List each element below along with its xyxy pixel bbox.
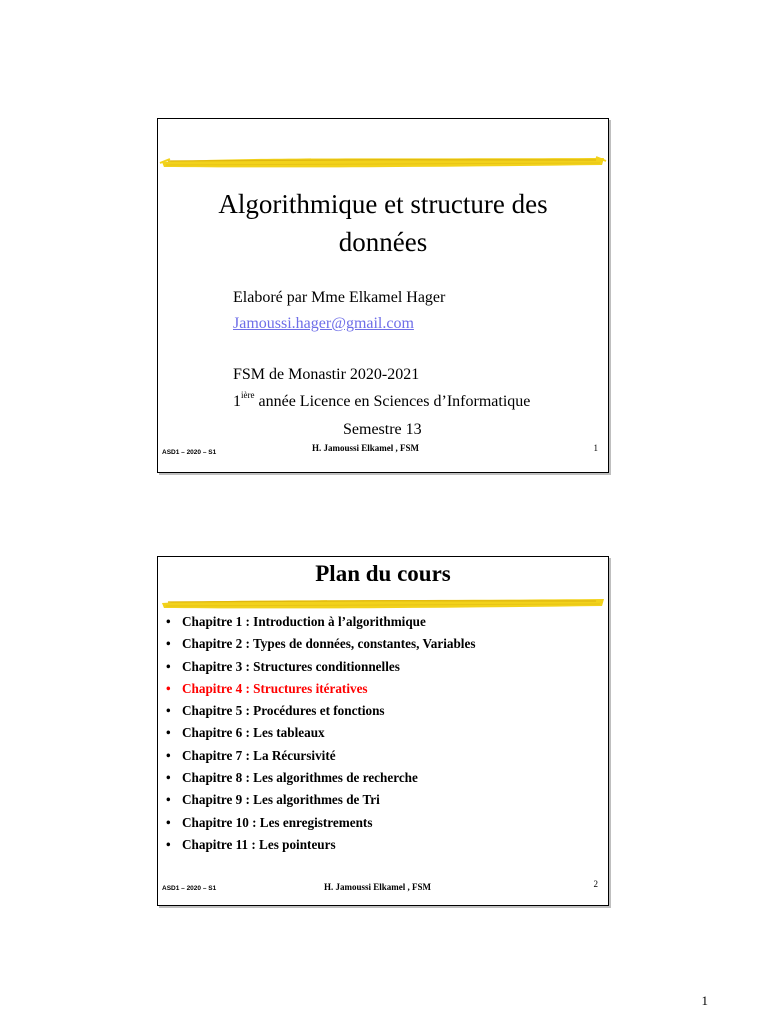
list-item — [166, 812, 475, 834]
list-item — [166, 789, 475, 811]
author: Elaboré par Mme Elkamel Hager — [233, 289, 446, 306]
chapter-label: Chapitre 10 : Les enregistrements — [182, 814, 373, 830]
list-item — [166, 767, 475, 789]
chapter-label: Chapitre 4 : Structures itératives — [182, 680, 368, 696]
chapter-label: Chapitre 7 : La Récursivité — [182, 747, 336, 763]
list-item — [166, 611, 475, 633]
bullet: • — [166, 658, 171, 674]
chapter-label: Chapitre 1 : Introduction à l’algorithmique — [182, 614, 426, 629]
bullet: • — [166, 680, 171, 696]
list-item — [166, 633, 475, 655]
list-item — [166, 656, 475, 678]
bullet: • — [166, 725, 171, 741]
bullet: • — [166, 636, 171, 652]
semester: Semestre 13 — [343, 421, 422, 438]
chapter-label: Chapitre 11 : Les pointeurs — [182, 836, 336, 852]
slide-title — [158, 185, 608, 261]
bullet: • — [166, 814, 171, 830]
slide-1 — [157, 118, 609, 473]
slide-number: 2 — [593, 879, 598, 889]
level-superscript: ière — [241, 390, 255, 400]
slide-title: Plan du cours — [315, 561, 451, 586]
bullet: • — [166, 747, 171, 763]
list-item — [166, 722, 475, 744]
chapter-label: Chapitre 8 : Les algorithmes de recherche — [182, 770, 418, 786]
list-item — [166, 745, 475, 767]
chapter-label: Chapitre 2 : Types de données, constantes, Variables — [182, 636, 476, 652]
bullet: • — [166, 792, 171, 808]
list-item-highlighted — [166, 678, 475, 700]
brush-stroke-decoration — [158, 149, 608, 173]
slide-2 — [157, 556, 609, 906]
chapter-list — [166, 611, 475, 856]
footer-author: H. Jamoussi Elkamel , FSM — [324, 882, 432, 892]
level-text: année Licence en Sciences d’Informatique — [254, 393, 531, 410]
bullet: • — [166, 614, 171, 629]
chapter-label: Chapitre 6 : Les tableaux — [182, 725, 325, 741]
faculty-year: FSM de Monastir 2020-2021 — [233, 366, 420, 383]
title-line-2: données — [338, 227, 428, 257]
chapter-label: Chapitre 3 : Structures conditionnelles — [182, 658, 400, 674]
footer-author: H. Jamoussi Elkamel , FSM — [312, 443, 420, 453]
email-link[interactable]: Jamoussi.hager@gmail.com — [233, 315, 414, 332]
title-line-1: Algorithmique et structure des — [218, 189, 548, 219]
footer-course-code: ASD1 – 2020 – S1 — [162, 449, 217, 456]
footer-course-code: ASD1 – 2020 – S1 — [162, 885, 217, 892]
bullet: • — [166, 770, 171, 786]
chapter-label: Chapitre 9 : Les algorithmes de Tri — [182, 792, 380, 808]
list-item — [166, 834, 475, 856]
page-number: 1 — [701, 993, 708, 1008]
list-item — [166, 700, 475, 722]
bullet: • — [166, 836, 171, 852]
level-line — [233, 390, 531, 411]
bullet: • — [166, 703, 171, 719]
slide-number: 1 — [593, 443, 598, 453]
chapter-label: Chapitre 5 : Procédures et fonctions — [182, 703, 385, 719]
level-number: 1 — [233, 393, 241, 410]
